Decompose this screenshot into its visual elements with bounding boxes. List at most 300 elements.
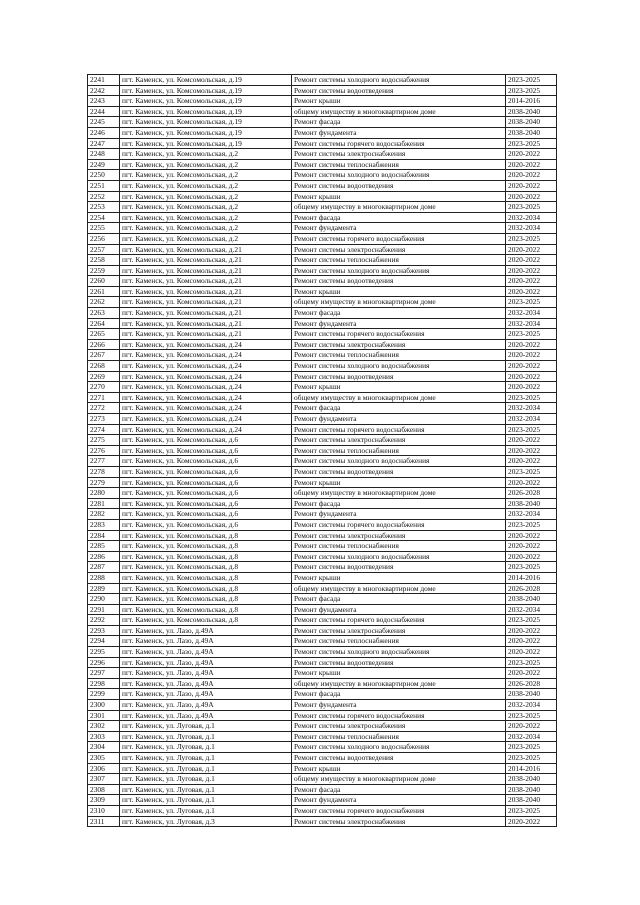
- row-number-cell: 2301: [88, 710, 120, 721]
- row-number-cell: 2295: [88, 647, 120, 658]
- address-cell: пгт. Каменск, ул. Комсомольская, д.6: [120, 477, 292, 488]
- table-row: [88, 170, 557, 181]
- address-cell: пгт. Каменск, ул. Комсомольская, д.24: [120, 350, 292, 361]
- row-number-cell: 2293: [88, 625, 120, 636]
- table-row: [88, 668, 557, 679]
- period-cell: 2020-2022: [506, 551, 557, 562]
- address-cell: пгт. Каменск, ул. Комсомольская, д.6: [120, 498, 292, 509]
- row-number-cell: 2288: [88, 572, 120, 583]
- address-cell: пгт. Каменск, ул. Луговая, д.1: [120, 753, 292, 764]
- row-number-cell: 2254: [88, 212, 120, 223]
- table-row: [88, 636, 557, 647]
- period-cell: 2026-2028: [506, 678, 557, 689]
- row-number-cell: 2292: [88, 615, 120, 626]
- work-type-cell: Ремонт фундамента: [292, 700, 506, 711]
- row-number-cell: 2263: [88, 308, 120, 319]
- period-cell: 2032-2034: [506, 731, 557, 742]
- work-type-cell: Ремонт фасада: [292, 784, 506, 795]
- row-number-cell: 2267: [88, 350, 120, 361]
- row-number-cell: 2274: [88, 424, 120, 435]
- table-row: [88, 318, 557, 329]
- work-type-cell: общему имуществу в многоквартирном доме: [292, 774, 506, 785]
- row-number-cell: 2259: [88, 265, 120, 276]
- row-number-cell: 2281: [88, 498, 120, 509]
- period-cell: 2020-2022: [506, 170, 557, 181]
- work-type-cell: общему имуществу в многоквартирном доме: [292, 583, 506, 594]
- work-type-cell: Ремонт крыши: [292, 668, 506, 679]
- table-row: [88, 127, 557, 138]
- work-type-cell: Ремонт системы электроснабжения: [292, 816, 506, 827]
- work-type-cell: Ремонт крыши: [292, 572, 506, 583]
- work-type-cell: Ремонт фасада: [292, 594, 506, 605]
- address-cell: пгт. Каменск, ул. Комсомольская, д.21: [120, 276, 292, 287]
- work-type-cell: Ремонт фасада: [292, 403, 506, 414]
- work-type-cell: Ремонт крыши: [292, 763, 506, 774]
- period-cell: 2023-2025: [506, 615, 557, 626]
- work-type-cell: Ремонт фундамента: [292, 318, 506, 329]
- address-cell: пгт. Каменск, ул. Комсомольская, д.2: [120, 212, 292, 223]
- table-row: [88, 594, 557, 605]
- period-cell: 2020-2022: [506, 668, 557, 679]
- row-number-cell: 2300: [88, 700, 120, 711]
- period-cell: 2014-2016: [506, 572, 557, 583]
- work-type-cell: Ремонт фундамента: [292, 509, 506, 520]
- period-cell: 2020-2022: [506, 456, 557, 467]
- table-row: [88, 477, 557, 488]
- work-type-cell: Ремонт системы водоотведения: [292, 371, 506, 382]
- table-row: [88, 700, 557, 711]
- address-cell: пгт. Каменск, ул. Комсомольская, д.19: [120, 96, 292, 107]
- row-number-cell: 2286: [88, 551, 120, 562]
- period-cell: 2020-2022: [506, 255, 557, 266]
- period-cell: 2020-2022: [506, 159, 557, 170]
- period-cell: 2038-2040: [506, 117, 557, 128]
- period-cell: 2023-2025: [506, 424, 557, 435]
- table-row: [88, 202, 557, 213]
- row-number-cell: 2271: [88, 392, 120, 403]
- period-cell: 2023-2025: [506, 329, 557, 340]
- row-number-cell: 2257: [88, 244, 120, 255]
- table-row: [88, 572, 557, 583]
- address-cell: пгт. Каменск, ул. Комсомольская, д.2: [120, 159, 292, 170]
- table-row: [88, 180, 557, 191]
- period-cell: 2038-2040: [506, 795, 557, 806]
- period-cell: 2032-2034: [506, 604, 557, 615]
- table-row: [88, 742, 557, 753]
- row-number-cell: 2309: [88, 795, 120, 806]
- address-cell: пгт. Каменск, ул. Комсомольская, д.24: [120, 361, 292, 372]
- work-type-cell: Ремонт системы водоотведения: [292, 753, 506, 764]
- address-cell: пгт. Каменск, ул. Комсомольская, д.2: [120, 170, 292, 181]
- work-type-cell: Ремонт системы холодного водоснабжения: [292, 551, 506, 562]
- work-type-cell: Ремонт системы теплоснабжения: [292, 350, 506, 361]
- table-row: [88, 233, 557, 244]
- row-number-cell: 2270: [88, 382, 120, 393]
- row-number-cell: 2266: [88, 339, 120, 350]
- work-type-cell: Ремонт фасада: [292, 308, 506, 319]
- address-cell: пгт. Каменск, ул. Комсомольская, д.19: [120, 85, 292, 96]
- table-row: [88, 615, 557, 626]
- address-cell: пгт. Каменск, ул. Луговая, д.3: [120, 816, 292, 827]
- address-cell: пгт. Каменск, ул. Лазо, д.49А: [120, 625, 292, 636]
- address-cell: пгт. Каменск, ул. Лазо, д.49А: [120, 647, 292, 658]
- table-row: [88, 689, 557, 700]
- period-cell: 2020-2022: [506, 191, 557, 202]
- period-cell: 2038-2040: [506, 689, 557, 700]
- row-number-cell: 2306: [88, 763, 120, 774]
- address-cell: пгт. Каменск, ул. Лазо, д.49А: [120, 657, 292, 668]
- address-cell: пгт. Каменск, ул. Лазо, д.49А: [120, 700, 292, 711]
- period-cell: 2023-2025: [506, 85, 557, 96]
- address-cell: пгт. Каменск, ул. Комсомольская, д.2: [120, 223, 292, 234]
- work-type-cell: Ремонт фундамента: [292, 127, 506, 138]
- table-row: [88, 392, 557, 403]
- period-cell: 2023-2025: [506, 562, 557, 573]
- address-cell: пгт. Каменск, ул. Лазо, д.49А: [120, 678, 292, 689]
- address-cell: пгт. Каменск, ул. Комсомольская, д.19: [120, 127, 292, 138]
- period-cell: 2023-2025: [506, 710, 557, 721]
- address-cell: пгт. Каменск, ул. Луговая, д.1: [120, 721, 292, 732]
- table-row: [88, 297, 557, 308]
- period-cell: 2020-2022: [506, 361, 557, 372]
- table-row: [88, 75, 557, 86]
- address-cell: пгт. Каменск, ул. Луговая, д.1: [120, 774, 292, 785]
- row-number-cell: 2310: [88, 805, 120, 816]
- table-row: [88, 403, 557, 414]
- address-cell: пгт. Каменск, ул. Луговая, д.1: [120, 805, 292, 816]
- table-row: [88, 795, 557, 806]
- period-cell: 2020-2022: [506, 721, 557, 732]
- period-cell: 2023-2025: [506, 138, 557, 149]
- work-type-cell: Ремонт крыши: [292, 191, 506, 202]
- row-number-cell: 2245: [88, 117, 120, 128]
- row-number-cell: 2284: [88, 530, 120, 541]
- table-row: [88, 435, 557, 446]
- row-number-cell: 2289: [88, 583, 120, 594]
- period-cell: 2032-2034: [506, 308, 557, 319]
- table-body: [88, 75, 557, 827]
- period-cell: 2032-2034: [506, 414, 557, 425]
- address-cell: пгт. Каменск, ул. Комсомольская, д.24: [120, 424, 292, 435]
- address-cell: пгт. Каменск, ул. Лазо, д.49А: [120, 636, 292, 647]
- row-number-cell: 2268: [88, 361, 120, 372]
- table-row: [88, 774, 557, 785]
- work-type-cell: Ремонт системы теплоснабжения: [292, 445, 506, 456]
- table-row: [88, 255, 557, 266]
- work-type-cell: Ремонт системы холодного водоснабжения: [292, 75, 506, 86]
- address-cell: пгт. Каменск, ул. Луговая, д.1: [120, 784, 292, 795]
- table-row: [88, 604, 557, 615]
- table-row: [88, 509, 557, 520]
- table-row: [88, 763, 557, 774]
- period-cell: 2023-2025: [506, 466, 557, 477]
- row-number-cell: 2272: [88, 403, 120, 414]
- work-type-cell: Ремонт фасада: [292, 212, 506, 223]
- period-cell: 2020-2022: [506, 180, 557, 191]
- address-cell: пгт. Каменск, ул. Комсомольская, д.21: [120, 265, 292, 276]
- work-type-cell: Ремонт системы водоотведения: [292, 276, 506, 287]
- row-number-cell: 2280: [88, 488, 120, 499]
- period-cell: 2038-2040: [506, 774, 557, 785]
- table-row: [88, 85, 557, 96]
- address-cell: пгт. Каменск, ул. Луговая, д.1: [120, 763, 292, 774]
- table-row: [88, 106, 557, 117]
- table-row: [88, 541, 557, 552]
- period-cell: 2023-2025: [506, 519, 557, 530]
- table-row: [88, 382, 557, 393]
- period-cell: 2032-2034: [506, 318, 557, 329]
- work-type-cell: общему имуществу в многоквартирном доме: [292, 392, 506, 403]
- row-number-cell: 2298: [88, 678, 120, 689]
- row-number-cell: 2282: [88, 509, 120, 520]
- row-number-cell: 2244: [88, 106, 120, 117]
- work-type-cell: Ремонт системы горячего водоснабжения: [292, 615, 506, 626]
- period-cell: 2020-2022: [506, 276, 557, 287]
- table-row: [88, 414, 557, 425]
- period-cell: 2014-2016: [506, 96, 557, 107]
- work-type-cell: общему имуществу в многоквартирном доме: [292, 488, 506, 499]
- row-number-cell: 2261: [88, 286, 120, 297]
- row-number-cell: 2255: [88, 223, 120, 234]
- address-cell: пгт. Каменск, ул. Комсомольская, д.21: [120, 286, 292, 297]
- address-cell: пгт. Каменск, ул. Комсомольская, д.2: [120, 233, 292, 244]
- work-type-cell: общему имуществу в многоквартирном доме: [292, 202, 506, 213]
- table-row: [88, 117, 557, 128]
- table-row: [88, 149, 557, 160]
- table-row: [88, 562, 557, 573]
- table-row: [88, 371, 557, 382]
- period-cell: 2038-2040: [506, 106, 557, 117]
- row-number-cell: 2290: [88, 594, 120, 605]
- address-cell: пгт. Каменск, ул. Лазо, д.49А: [120, 710, 292, 721]
- period-cell: 2020-2022: [506, 477, 557, 488]
- row-number-cell: 2278: [88, 466, 120, 477]
- address-cell: пгт. Каменск, ул. Комсомольская, д.24: [120, 339, 292, 350]
- address-cell: пгт. Каменск, ул. Комсомольская, д.6: [120, 466, 292, 477]
- table-row: [88, 816, 557, 827]
- work-type-cell: Ремонт фасада: [292, 498, 506, 509]
- row-number-cell: 2299: [88, 689, 120, 700]
- address-cell: пгт. Каменск, ул. Комсомольская, д.21: [120, 255, 292, 266]
- address-cell: пгт. Каменск, ул. Комсомольская, д.8: [120, 604, 292, 615]
- row-number-cell: 2311: [88, 816, 120, 827]
- work-type-cell: Ремонт системы водоотведения: [292, 562, 506, 573]
- period-cell: 2038-2040: [506, 498, 557, 509]
- address-cell: пгт. Каменск, ул. Комсомольская, д.6: [120, 445, 292, 456]
- work-type-cell: Ремонт фундамента: [292, 223, 506, 234]
- row-number-cell: 2275: [88, 435, 120, 446]
- period-cell: 2038-2040: [506, 594, 557, 605]
- work-type-cell: Ремонт системы теплоснабжения: [292, 636, 506, 647]
- table-row: [88, 445, 557, 456]
- table-row: [88, 138, 557, 149]
- address-cell: пгт. Каменск, ул. Комсомольская, д.8: [120, 562, 292, 573]
- work-type-cell: общему имуществу в многоквартирном доме: [292, 297, 506, 308]
- table-row: [88, 361, 557, 372]
- row-number-cell: 2246: [88, 127, 120, 138]
- period-cell: 2020-2022: [506, 435, 557, 446]
- row-number-cell: 2258: [88, 255, 120, 266]
- period-cell: 2038-2040: [506, 127, 557, 138]
- work-type-cell: Ремонт крыши: [292, 96, 506, 107]
- work-type-cell: Ремонт системы холодного водоснабжения: [292, 361, 506, 372]
- period-cell: 2023-2025: [506, 657, 557, 668]
- period-cell: 2020-2022: [506, 265, 557, 276]
- table-row: [88, 583, 557, 594]
- row-number-cell: 2247: [88, 138, 120, 149]
- work-type-cell: Ремонт системы электроснабжения: [292, 721, 506, 732]
- row-number-cell: 2291: [88, 604, 120, 615]
- table-row: [88, 191, 557, 202]
- address-cell: пгт. Каменск, ул. Лазо, д.49А: [120, 689, 292, 700]
- address-cell: пгт. Каменск, ул. Комсомольская, д.21: [120, 318, 292, 329]
- period-cell: 2020-2022: [506, 636, 557, 647]
- period-cell: 2023-2025: [506, 392, 557, 403]
- table-row: [88, 805, 557, 816]
- table-row: [88, 308, 557, 319]
- work-type-cell: Ремонт фундамента: [292, 604, 506, 615]
- work-type-cell: Ремонт системы горячего водоснабжения: [292, 519, 506, 530]
- address-cell: пгт. Каменск, ул. Комсомольская, д.6: [120, 488, 292, 499]
- row-number-cell: 2269: [88, 371, 120, 382]
- work-type-cell: Ремонт крыши: [292, 286, 506, 297]
- address-cell: пгт. Каменск, ул. Комсомольская, д.24: [120, 392, 292, 403]
- row-number-cell: 2305: [88, 753, 120, 764]
- row-number-cell: 2276: [88, 445, 120, 456]
- table-row: [88, 424, 557, 435]
- row-number-cell: 2308: [88, 784, 120, 795]
- work-type-cell: Ремонт системы электроснабжения: [292, 244, 506, 255]
- row-number-cell: 2241: [88, 75, 120, 86]
- table-row: [88, 731, 557, 742]
- row-number-cell: 2287: [88, 562, 120, 573]
- address-cell: пгт. Каменск, ул. Комсомольская, д.2: [120, 180, 292, 191]
- address-cell: пгт. Каменск, ул. Комсомольская, д.6: [120, 509, 292, 520]
- period-cell: 2020-2022: [506, 382, 557, 393]
- row-number-cell: 2260: [88, 276, 120, 287]
- row-number-cell: 2294: [88, 636, 120, 647]
- work-type-cell: Ремонт системы теплоснабжения: [292, 159, 506, 170]
- work-type-cell: Ремонт системы горячего водоснабжения: [292, 138, 506, 149]
- address-cell: пгт. Каменск, ул. Комсомольская, д.6: [120, 456, 292, 467]
- row-number-cell: 2303: [88, 731, 120, 742]
- address-cell: пгт. Каменск, ул. Комсомольская, д.21: [120, 297, 292, 308]
- row-number-cell: 2262: [88, 297, 120, 308]
- address-cell: пгт. Каменск, ул. Комсомольская, д.21: [120, 329, 292, 340]
- address-cell: пгт. Каменск, ул. Комсомольская, д.24: [120, 414, 292, 425]
- address-cell: пгт. Каменск, ул. Комсомольская, д.2: [120, 149, 292, 160]
- repair-schedule-table: [87, 74, 557, 827]
- period-cell: 2020-2022: [506, 530, 557, 541]
- period-cell: 2032-2034: [506, 212, 557, 223]
- row-number-cell: 2307: [88, 774, 120, 785]
- work-type-cell: Ремонт системы теплоснабжения: [292, 255, 506, 266]
- address-cell: пгт. Каменск, ул. Комсомольская, д.19: [120, 138, 292, 149]
- address-cell: пгт. Каменск, ул. Комсомольская, д.8: [120, 530, 292, 541]
- period-cell: 2020-2022: [506, 625, 557, 636]
- address-cell: пгт. Каменск, ул. Комсомольская, д.8: [120, 594, 292, 605]
- row-number-cell: 2242: [88, 85, 120, 96]
- table-row: [88, 784, 557, 795]
- period-cell: 2023-2025: [506, 233, 557, 244]
- address-cell: пгт. Каменск, ул. Комсомольская, д.24: [120, 382, 292, 393]
- period-cell: 2023-2025: [506, 805, 557, 816]
- period-cell: 2032-2034: [506, 700, 557, 711]
- table-row: [88, 551, 557, 562]
- work-type-cell: Ремонт фундамента: [292, 414, 506, 425]
- work-type-cell: Ремонт системы холодного водоснабжения: [292, 647, 506, 658]
- address-cell: пгт. Каменск, ул. Комсомольская, д.8: [120, 551, 292, 562]
- address-cell: пгт. Каменск, ул. Луговая, д.1: [120, 731, 292, 742]
- address-cell: пгт. Каменск, ул. Лазо, д.49А: [120, 668, 292, 679]
- period-cell: 2020-2022: [506, 445, 557, 456]
- period-cell: 2023-2025: [506, 202, 557, 213]
- address-cell: пгт. Каменск, ул. Комсомольская, д.19: [120, 106, 292, 117]
- work-type-cell: Ремонт фасада: [292, 689, 506, 700]
- work-type-cell: Ремонт системы водоотведения: [292, 657, 506, 668]
- table-row: [88, 519, 557, 530]
- work-type-cell: Ремонт системы горячего водоснабжения: [292, 233, 506, 244]
- period-cell: 2020-2022: [506, 647, 557, 658]
- table-row: [88, 753, 557, 764]
- work-type-cell: Ремонт системы горячего водоснабжения: [292, 424, 506, 435]
- row-number-cell: 2302: [88, 721, 120, 732]
- work-type-cell: Ремонт системы электроснабжения: [292, 339, 506, 350]
- address-cell: пгт. Каменск, ул. Луговая, д.1: [120, 795, 292, 806]
- work-type-cell: Ремонт системы водоотведения: [292, 85, 506, 96]
- period-cell: 2020-2022: [506, 541, 557, 552]
- row-number-cell: 2297: [88, 668, 120, 679]
- row-number-cell: 2285: [88, 541, 120, 552]
- address-cell: пгт. Каменск, ул. Комсомольская, д.24: [120, 371, 292, 382]
- table-row: [88, 466, 557, 477]
- address-cell: пгт. Каменск, ул. Комсомольская, д.21: [120, 308, 292, 319]
- table-row: [88, 530, 557, 541]
- address-cell: пгт. Каменск, ул. Комсомольская, д.19: [120, 75, 292, 86]
- row-number-cell: 2296: [88, 657, 120, 668]
- work-type-cell: Ремонт системы электроснабжения: [292, 530, 506, 541]
- table-row: [88, 647, 557, 658]
- period-cell: 2020-2022: [506, 371, 557, 382]
- row-number-cell: 2249: [88, 159, 120, 170]
- row-number-cell: 2251: [88, 180, 120, 191]
- row-number-cell: 2264: [88, 318, 120, 329]
- work-type-cell: Ремонт системы электроснабжения: [292, 625, 506, 636]
- period-cell: 2038-2040: [506, 784, 557, 795]
- work-type-cell: Ремонт системы электроснабжения: [292, 435, 506, 446]
- table-row: [88, 159, 557, 170]
- table-row: [88, 286, 557, 297]
- period-cell: 2023-2025: [506, 297, 557, 308]
- row-number-cell: 2243: [88, 96, 120, 107]
- table-row: [88, 223, 557, 234]
- work-type-cell: Ремонт системы водоотведения: [292, 180, 506, 191]
- table-row: [88, 678, 557, 689]
- work-type-cell: Ремонт системы водоотведения: [292, 466, 506, 477]
- period-cell: 2020-2022: [506, 244, 557, 255]
- table-row: [88, 488, 557, 499]
- period-cell: 2023-2025: [506, 753, 557, 764]
- table-row: [88, 244, 557, 255]
- row-number-cell: 2252: [88, 191, 120, 202]
- row-number-cell: 2273: [88, 414, 120, 425]
- work-type-cell: Ремонт крыши: [292, 477, 506, 488]
- address-cell: пгт. Каменск, ул. Комсомольская, д.8: [120, 541, 292, 552]
- work-type-cell: Ремонт системы горячего водоснабжения: [292, 710, 506, 721]
- address-cell: пгт. Каменск, ул. Комсомольская, д.21: [120, 244, 292, 255]
- address-cell: пгт. Каменск, ул. Комсомольская, д.19: [120, 117, 292, 128]
- period-cell: 2032-2034: [506, 403, 557, 414]
